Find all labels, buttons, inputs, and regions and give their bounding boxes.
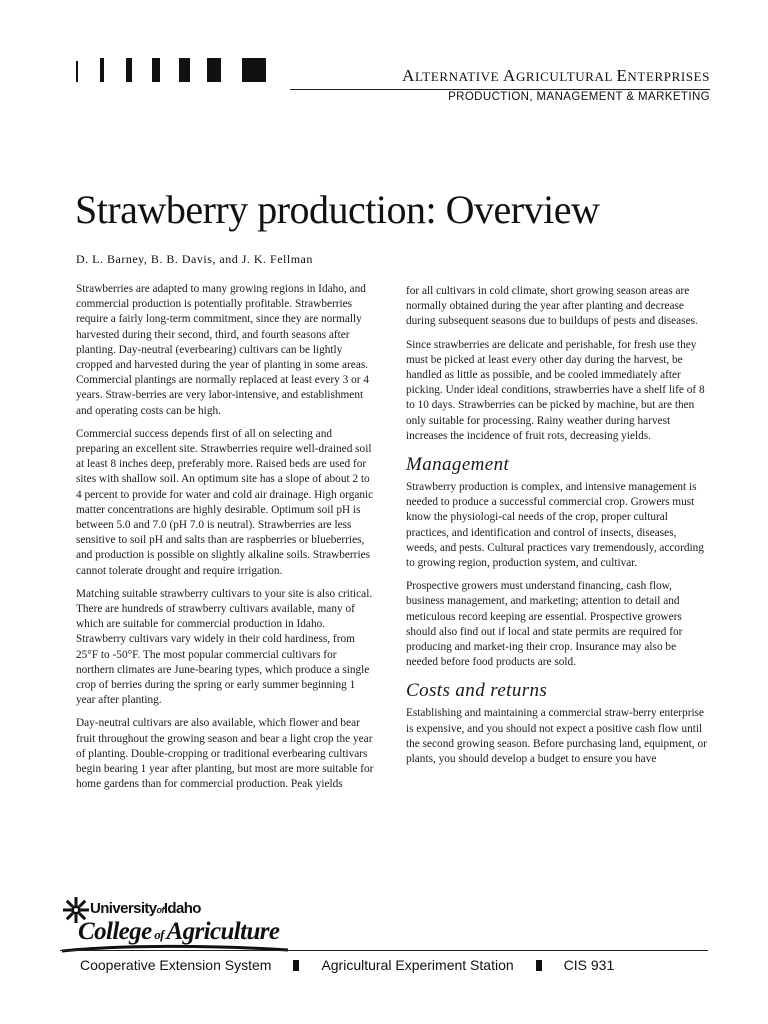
decor-bar <box>76 61 78 82</box>
paragraph: Establishing and maintaining a commercial straw-berry enterprise is expensive, and you should not expect a positive cash flow until the second growing season. Before purchasing land, equipment, or plants, you should develop a budget to ensure you have <box>406 707 707 766</box>
footer-item-extension: Cooperative Extension System <box>80 957 272 974</box>
footer-item-cis-number: CIS 931 <box>563 957 615 974</box>
series-decorative-bars <box>76 58 268 82</box>
authors: D. L. Barney, B. B. Davis, and J. K. Fellman <box>76 252 313 266</box>
header-rule <box>290 89 710 90</box>
paragraph: Matching suitable strawberry cultivars to your site is also critical. There are hundreds of strawberry cultivars available, many of which are suitable for commercial production in Idaho. Strawberry cultivars vary widely in their cold hardiness, from 25°F to -50°F. The most popular commercial cultivars for northern climates are June-bearing types, which produce a single crop of berries during the spring or early summer beginning 1 year after planting. <box>76 587 373 707</box>
left-column <box>76 282 376 801</box>
section-heading-management: Management <box>406 454 510 476</box>
paragraph: Day-neutral cultivars are also available, which flower and bear fruit throughout the growing season and bear a light crop the year of planting. Double-cropping or traditional everbearing cultivars begin bearing 1 year after planting, but most are more suitable for home gardens than for commercial production. Peak yields <box>76 717 374 791</box>
decor-bar <box>207 58 221 82</box>
page-title: Strawberry production: Overview <box>75 187 600 232</box>
logo-underline-swoosh <box>60 942 290 954</box>
college-logo <box>60 894 300 958</box>
paragraph: Commercial success depends first of all on selecting and preparing an excellent site. Strawberries require well-drained soil at least 8 inches deep, preferably more. Raised beds are used for sites with shallow soil. An optimum site has a slope of about 2 to 4 percent to provide for water and cold air drainage. High organic matter concentrations are highly desirable. Optimum soil pH is between 5.0 and 7.0 (pH 7.0 is neutral). Strawberries are less sensitive to soil pH and salts than are raspberries or blueberries, and production is possible on slightly alkaline soils. Strawberries cannot tolerate drought and require irrigation. <box>76 427 374 577</box>
series-subtitle: PRODUCTION, MANAGEMENT & MARKETING <box>448 91 710 103</box>
decor-bar <box>242 58 266 82</box>
paragraph: Prospective growers must understand financing, cash flow, business management, and marketing; attention to detail and meticulous record keeping are essential. Prospective growers should also find out if local and state permits are required for producing and market-ing their crop. Insurance may also be needed before food products are sold. <box>406 580 683 669</box>
series-title: ALTERNATIVE AGRICULTURAL ENTERPRISES <box>402 66 710 85</box>
paragraph: for all cultivars in cold climate, short growing season areas are normally obtained during the year after planting and decrease during subsequent seasons due to buildups of pests and diseases. <box>406 285 698 328</box>
college-name: College of Agriculture <box>78 918 280 945</box>
decor-bar <box>126 58 132 82</box>
footer-separator <box>293 960 299 971</box>
footer-separator <box>536 960 542 971</box>
paragraph: Since strawberries are delicate and perishable, for fresh use they must be picked at least every other day during the harvest, be handled as little as possible, and be cooled immediately after picking. Under ideal conditions, strawberries have a shelf life of 8 to 10 days. Strawberries can be picked by machine, but are then only suitable for processing. Rainy weather during harvest increases the incidence of fruit rots, decreasing yields. <box>406 338 705 442</box>
decor-bar <box>152 58 160 82</box>
footer-rule <box>60 950 708 951</box>
university-name: UniversityofIdaho <box>90 900 201 917</box>
paragraph: Strawberries are adapted to many growing regions in Idaho, and commercial production is potentially profitable. Strawberries require a fairly long-term commitment, since they are normally harvested during their second, third, and fourth seasons after planting. Day-neutral (everbearing) cultivars can be lightly cropped and harvested during the year of planting in some areas. Commercial plantings are normally replaced at least every 3 or 4 years. Straw-berries are very labor-intensive, and establishment and operating costs can be high. <box>76 283 369 417</box>
section-heading-costs: Costs and returns <box>406 680 548 702</box>
decor-bar <box>179 58 190 82</box>
paragraph: Strawberry production is complex, and intensive management is needed to produce a successful commercial crop. Growers must know the physiologi-cal needs of the crop, proper cultural practices, and identification and control of insects, diseases, weeds, and pests. Cultural practices vary tremendously, according to growing region, production system, and cultivar. <box>406 481 704 570</box>
footer <box>80 956 700 973</box>
footer-item-experiment-station: Agricultural Experiment Station <box>321 957 514 974</box>
decor-bar <box>100 58 104 82</box>
right-column <box>406 284 710 775</box>
